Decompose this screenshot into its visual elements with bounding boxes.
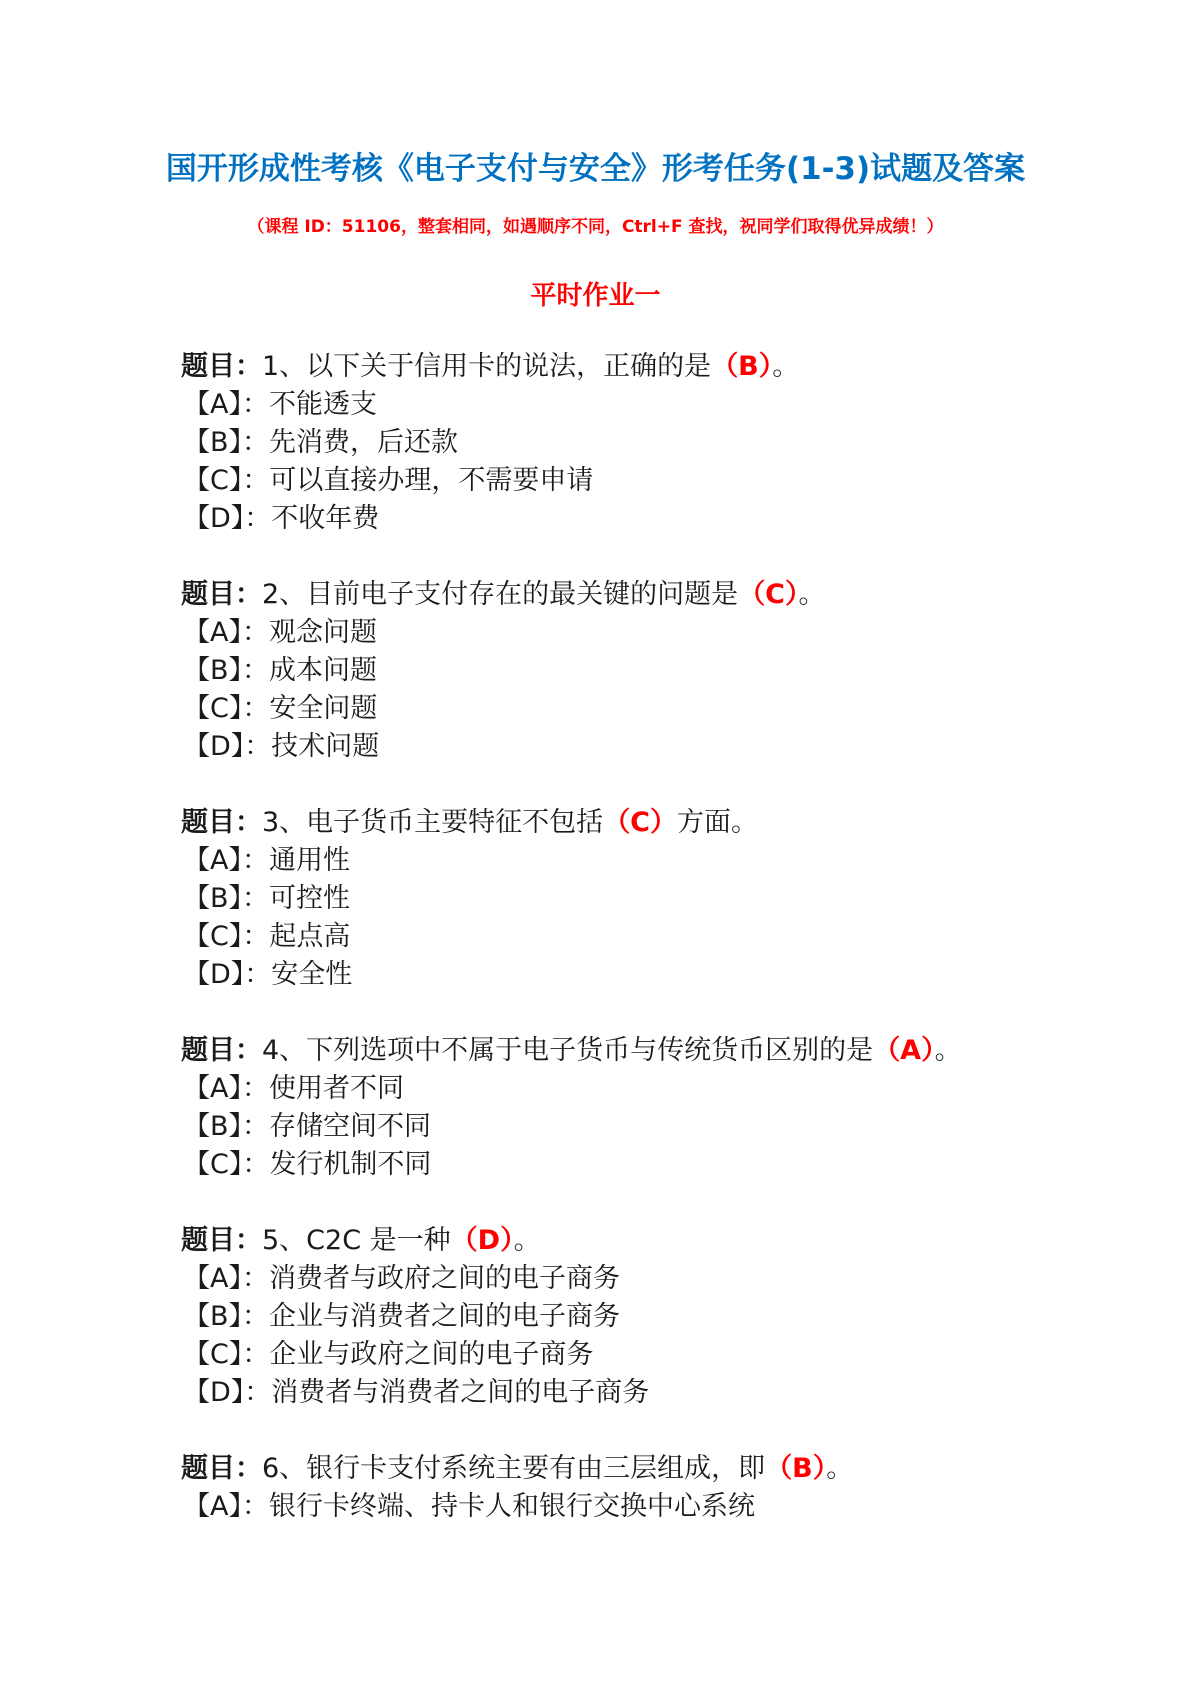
answer-key: （B） [711, 351, 773, 382]
answer-key: （C） [603, 807, 678, 838]
question-stem [181, 1450, 1161, 1488]
answer-option: 【A】：消费者与政府之间的电子商务 [183, 1263, 620, 1294]
answer-option: 【D】：消费者与消费者之间的电子商务 [183, 1377, 650, 1408]
answer-option: 【C】：起点高 [183, 921, 351, 952]
question-label: 题目： [181, 351, 262, 382]
question-block [181, 804, 1161, 994]
question-label: 题目： [181, 1453, 262, 1484]
question-text-suffix: 。 [513, 1225, 541, 1256]
answer-option: 【A】：使用者不同 [183, 1073, 404, 1104]
question-text: 4、下列选项中不属于电子货币与传统货币区别的是 [262, 1035, 874, 1066]
answer-option: 【C】：发行机制不同 [183, 1149, 432, 1180]
answer-option: 【C】：企业与政府之间的电子商务 [183, 1339, 594, 1370]
answer-option: 【B】：可控性 [183, 883, 351, 914]
question-block [181, 348, 1161, 538]
question-text-suffix: 。 [934, 1035, 962, 1066]
question-block [181, 1450, 1161, 1526]
question-stem [181, 1222, 1161, 1260]
answer-key: （B） [765, 1453, 827, 1484]
question-text: 5、C2C 是一种 [262, 1225, 451, 1256]
question-stem [181, 804, 1161, 842]
answer-option: 【A】：不能透支 [183, 389, 377, 420]
question-block [181, 1222, 1161, 1412]
question-block [181, 1032, 1161, 1184]
question-stem [181, 576, 1161, 614]
answer-option: 【D】：技术问题 [183, 731, 380, 762]
question-text: 3、电子货币主要特征不包括 [262, 807, 604, 838]
answer-key: （A） [873, 1035, 935, 1066]
question-text: 1、以下关于信用卡的说法，正确的是 [262, 351, 712, 382]
question-label: 题目： [181, 807, 262, 838]
answer-option: 【A】：银行卡终端、持卡人和银行交换中心系统 [183, 1491, 755, 1522]
question-text-suffix: 。 [826, 1453, 854, 1484]
question-stem [181, 1032, 1161, 1070]
section-heading: 平时作业一 [530, 281, 661, 311]
question-stem [181, 348, 1161, 386]
answer-option: 【B】：企业与消费者之间的电子商务 [183, 1301, 621, 1332]
question-text-suffix: 方面。 [677, 807, 759, 838]
document-title: 国开形成性考核《电子支付与安全》形考任务(1-3)试题及答案 [165, 151, 1026, 187]
answer-option: 【D】：安全性 [183, 959, 353, 990]
answer-key: （D） [450, 1225, 514, 1256]
answer-key: （C） [738, 579, 799, 610]
answer-option: 【A】：通用性 [183, 845, 350, 876]
answer-option: 【B】：先消费，后还款 [183, 427, 459, 458]
answer-option: 【C】：安全问题 [183, 693, 378, 724]
answer-option: 【B】：存储空间不同 [183, 1111, 432, 1142]
answer-option: 【A】：观念问题 [183, 617, 377, 648]
question-label: 题目： [181, 579, 262, 610]
answer-option: 【B】：成本问题 [183, 655, 378, 686]
question-label: 题目： [181, 1225, 262, 1256]
question-label: 题目： [181, 1035, 262, 1066]
question-text: 2、目前电子支付存在的最关键的问题是 [262, 579, 739, 610]
document-subtitle: （课程 ID：51106，整套相同，如遇顺序不同，Ctrl+F 查找，祝同学们取得优异成绩！） [247, 217, 944, 237]
question-text: 6、银行卡支付系统主要有由三层组成，即 [262, 1453, 766, 1484]
question-text-suffix: 。 [772, 351, 800, 382]
answer-option: 【C】：可以直接办理，不需要申请 [183, 465, 594, 496]
question-list [181, 348, 1161, 1564]
question-text-suffix: 。 [798, 579, 826, 610]
answer-option: 【D】：不收年费 [183, 503, 380, 534]
question-block [181, 576, 1161, 766]
